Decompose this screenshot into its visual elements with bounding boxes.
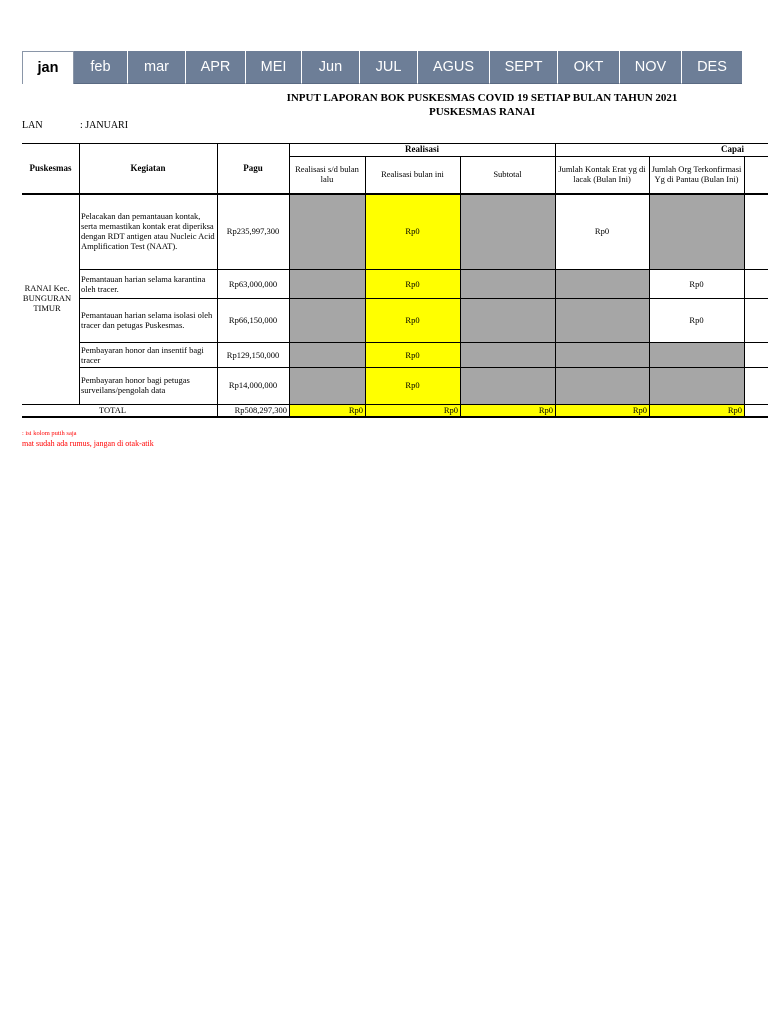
cell-r5-kontak xyxy=(555,368,649,404)
tab-okt[interactable]: OKT xyxy=(558,51,620,84)
cell-r2-subtotal xyxy=(460,270,555,299)
header-puskesmas: Puskesmas xyxy=(29,163,72,174)
rule xyxy=(22,143,768,144)
rule xyxy=(79,342,768,343)
puskesmas-name: RANAI Kec. BUNGURAN TIMUR xyxy=(22,283,72,313)
rule xyxy=(79,367,768,368)
header-realisasi-bulan-ini: Realisasi bulan ini xyxy=(381,169,444,180)
cell-r3-org[interactable]: Rp0 xyxy=(689,315,704,326)
tab-jul[interactable]: JUL xyxy=(360,51,418,84)
tab-des[interactable]: DES xyxy=(682,51,742,84)
month-tabs xyxy=(22,51,742,84)
tab-nov[interactable]: NOV xyxy=(620,51,682,84)
tab-mar[interactable]: mar xyxy=(128,51,186,84)
rule xyxy=(22,193,768,195)
cell-r2-kontak xyxy=(555,270,649,299)
rule xyxy=(22,404,768,405)
rule xyxy=(460,156,461,417)
total-bulanini: Rp0 xyxy=(365,405,460,416)
cell-r1-sdlalu xyxy=(289,194,365,270)
cell-r3-subtotal xyxy=(460,299,555,343)
cell-r1-org xyxy=(649,194,744,270)
header-jumlah-kontak: Jumlah Kontak Erat yg di lacak (Bulan Ini) xyxy=(558,164,646,184)
report-title: INPUT LAPORAN BOK PUSKESMAS COVID 19 SETIAP BULAN TAHUN 2021 xyxy=(286,92,678,104)
cell-r3-kontak xyxy=(555,299,649,343)
cell-r5-sdlalu xyxy=(289,368,365,404)
cell-r1-bulanini[interactable]: Rp0 xyxy=(365,194,460,270)
rule xyxy=(79,269,768,270)
pagu-2: Rp63,000,000 xyxy=(228,278,278,289)
rule xyxy=(79,298,768,299)
kegiatan-3: Pemantauan harian selama isolasi oleh tracer dan petugas Puskesmas. xyxy=(81,310,213,330)
cell-r5-org xyxy=(649,368,744,404)
rule xyxy=(79,143,80,405)
cell-r4-sdlalu xyxy=(289,343,365,368)
rule xyxy=(289,143,290,417)
header-jumlah-org: Jumlah Org Terkonfirmasi Yg di Pantau (Bulan Ini) xyxy=(651,164,742,184)
rule xyxy=(555,143,556,417)
cell-r2-bulanini[interactable]: Rp0 xyxy=(365,270,460,299)
total-subtotal: Rp0 xyxy=(460,405,555,416)
note-white-cells: : isi kolom putih saja xyxy=(22,430,77,437)
rule xyxy=(365,156,366,417)
total-pagu: Rp508,297,300 xyxy=(234,404,287,415)
header-realisasi-sd-bulan-lalu: Realisasi s/d bulan lalu xyxy=(295,164,359,184)
cell-r5-subtotal xyxy=(460,368,555,404)
total-sdlalu: Rp0 xyxy=(289,405,365,416)
cell-r4-bulanini[interactable]: Rp0 xyxy=(365,343,460,368)
cell-r1-subtotal xyxy=(460,194,555,270)
header-kegiatan: Kegiatan xyxy=(130,163,166,174)
tab-jan[interactable]: jan xyxy=(22,51,74,84)
tab-mei[interactable]: MEI xyxy=(246,51,302,84)
pagu-1: Rp235,997,300 xyxy=(226,226,280,237)
pagu-3: Rp66,150,000 xyxy=(228,315,278,326)
cell-r2-sdlalu xyxy=(289,270,365,299)
month-value: : JANUARI xyxy=(80,120,129,131)
rule xyxy=(744,156,745,417)
tab-apr[interactable]: APR xyxy=(186,51,246,84)
cell-r3-bulanini[interactable]: Rp0 xyxy=(365,299,460,343)
report-table xyxy=(22,143,768,419)
tab-sept[interactable]: SEPT xyxy=(490,51,558,84)
note-formula-warning: mat sudah ada rumus, jangan di otak-atik xyxy=(22,439,154,448)
pagu-4: Rp129,150,000 xyxy=(226,349,280,360)
rule xyxy=(217,143,218,417)
cell-r2-org[interactable]: Rp0 xyxy=(689,278,704,289)
header-capaian: Capai xyxy=(720,144,744,155)
rule xyxy=(649,156,650,417)
header-subtotal: Subtotal xyxy=(493,169,522,180)
month-label: LAN xyxy=(22,120,43,131)
rule xyxy=(22,416,768,418)
total-kontak: Rp0 xyxy=(555,405,649,416)
kegiatan-5: Pembayaran honor bagi petugas surveilans/pengolah data xyxy=(81,375,190,395)
kegiatan-1: Pelacakan dan pemantauan kontak, serta memastikan kontak erat diperiksa dengan RDT antigen atau Nucleic Acid Amplification Test (NAAT). xyxy=(81,211,215,251)
header-pagu: Pagu xyxy=(243,163,263,174)
cell-r4-kontak xyxy=(555,343,649,368)
cell-r5-bulanini[interactable]: Rp0 xyxy=(365,368,460,404)
pagu-5: Rp14,000,000 xyxy=(228,380,278,391)
tab-feb[interactable]: feb xyxy=(74,51,128,84)
cell-r4-org xyxy=(649,343,744,368)
total-label: TOTAL xyxy=(99,404,127,415)
cell-r3-sdlalu xyxy=(289,299,365,343)
cell-r4-subtotal xyxy=(460,343,555,368)
total-org: Rp0 xyxy=(649,405,744,416)
rule xyxy=(289,156,768,157)
tab-agus[interactable]: AGUS xyxy=(418,51,490,84)
report-subtitle: PUSKESMAS RANAI xyxy=(428,106,536,118)
kegiatan-2: Pemantauan harian selama karantina oleh tracer. xyxy=(81,273,206,294)
cell-r1-kontak[interactable]: Rp0 xyxy=(594,226,610,237)
kegiatan-4: Pembayaran honor dan insentif bagi tracer xyxy=(81,344,204,365)
header-realisasi: Realisasi xyxy=(404,144,439,155)
tab-jun[interactable]: Jun xyxy=(302,51,360,84)
